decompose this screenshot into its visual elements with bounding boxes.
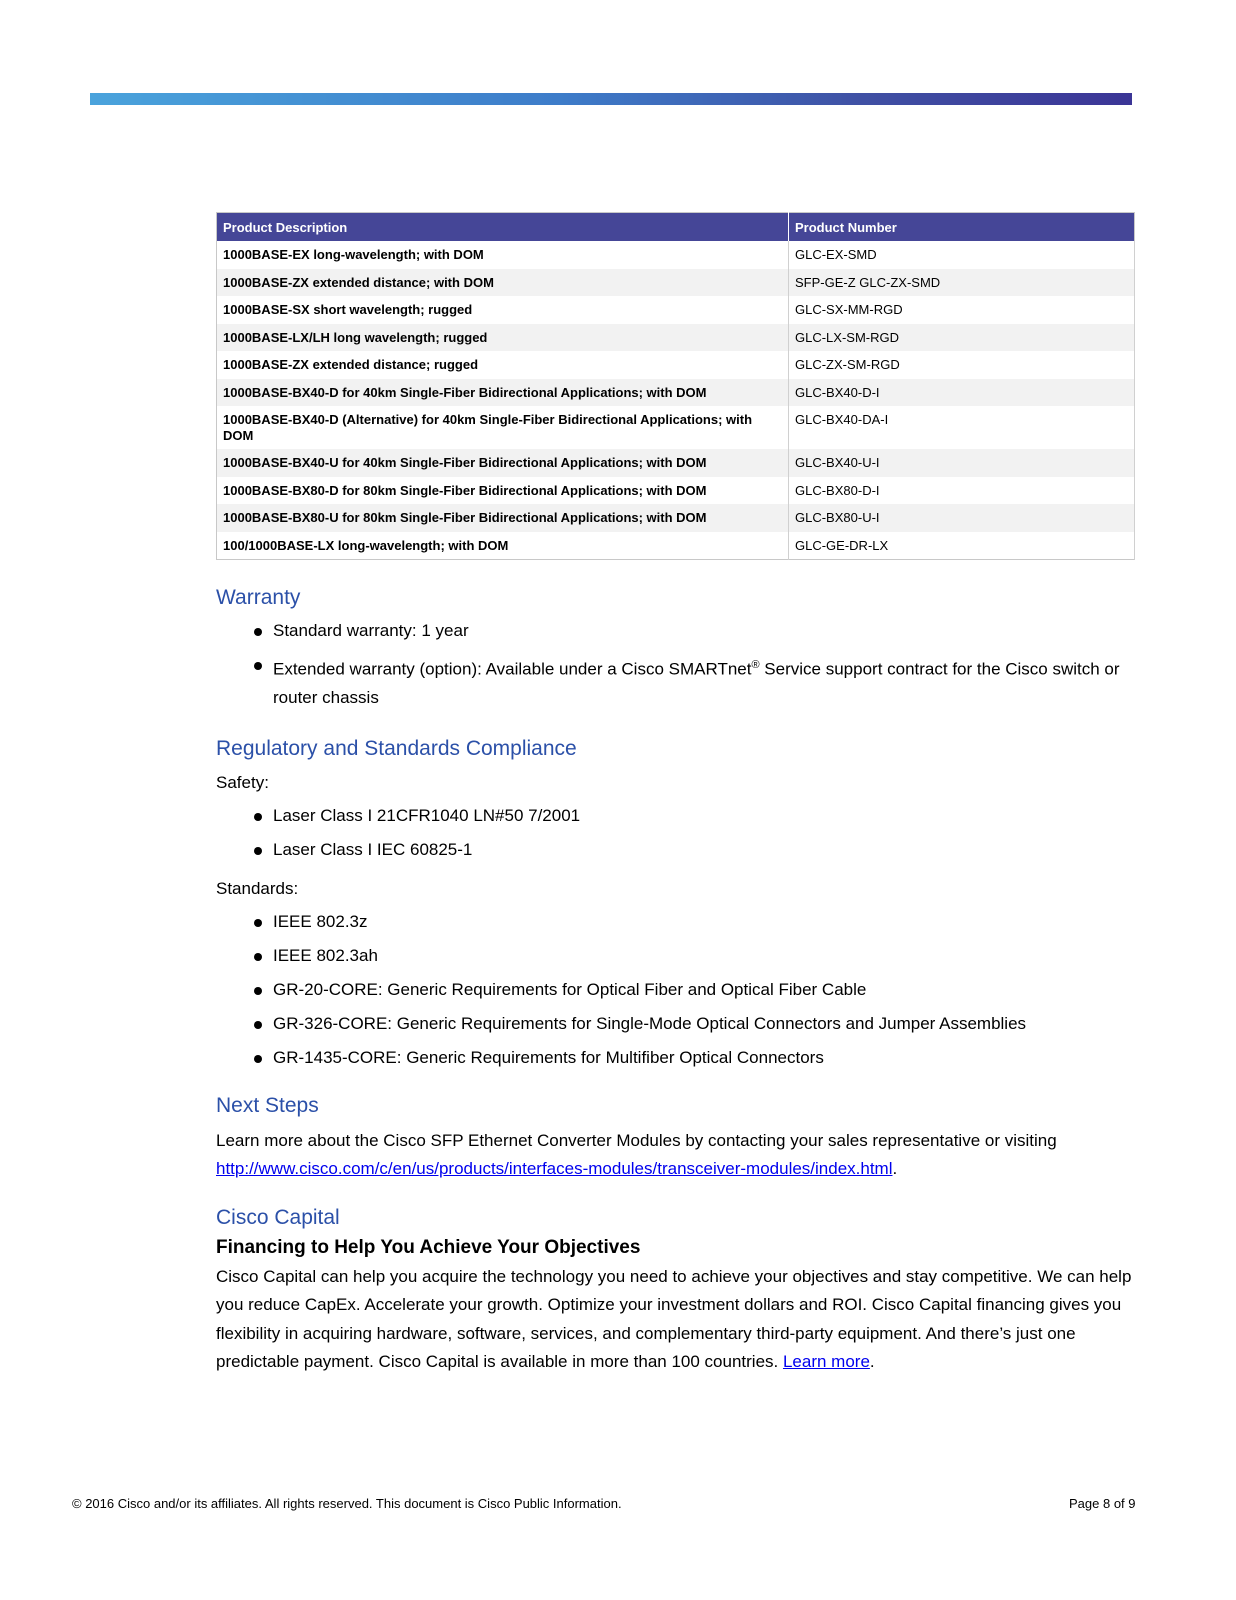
product-number: GLC-BX40-DA-I [789,406,1135,449]
bullet-icon [254,662,262,670]
safety-list [216,802,1134,864]
product-description: 100/1000BASE-LX long-wavelength; with DOM [217,532,789,560]
product-description: 1000BASE-BX40-D (Alternative) for 40km Single-Fiber Bidirectional Applications; with DOM [217,406,789,449]
bullet-icon [254,919,262,927]
standards-list [216,908,1134,1072]
list-item-text: GR-326-CORE: Generic Requirements for Single-Mode Optical Connectors and Jumper Assemblies [273,1013,1027,1033]
product-number: GLC-BX80-D-I [789,477,1135,505]
next-steps-text: Learn more about the Cisco SFP Ethernet Converter Modules by contacting your sales representative or visiting [216,1130,1057,1150]
table-row [217,241,1135,269]
next-steps-paragraph [216,1127,1134,1184]
table-row [217,351,1135,379]
footer-page-number: Page 8 of 9 [1069,1496,1136,1511]
bullet-icon [254,1021,262,1029]
product-description: 1000BASE-LX/LH long wavelength; rugged [217,324,789,352]
bullet-icon [254,1055,262,1063]
standards-label: Standards: [216,878,299,898]
table-row [217,296,1135,324]
cisco-capital-heading: Cisco Capital [216,1205,340,1229]
list-item-text: GR-1435-CORE: Generic Requirements for Multifiber Optical Connectors [273,1047,824,1067]
table-row [217,532,1135,560]
list-item [216,908,1134,936]
product-description: 1000BASE-BX80-U for 80km Single-Fiber Bidirectional Applications; with DOM [217,504,789,532]
registered-mark: ® [751,659,760,671]
product-number: GLC-SX-MM-RGD [789,296,1135,324]
table-row [217,477,1135,505]
column-header-description: Product Description [217,213,789,242]
list-item-text: Standard warranty: 1 year [273,621,469,640]
financing-subheading: Financing to Help You Achieve Your Objectives [216,1236,641,1258]
next-steps-heading: Next Steps [216,1093,319,1117]
product-description: 1000BASE-BX40-U for 40km Single-Fiber Bidirectional Applications; with DOM [217,449,789,477]
list-item [216,651,1134,712]
list-item-text: Extended warranty (option): Available under a Cisco SMARTnet [273,659,752,679]
table-row [217,449,1135,477]
list-item [216,802,1134,830]
table-row [217,379,1135,407]
bullet-icon [254,953,262,961]
header-gradient-bar [90,93,1132,105]
column-header-number: Product Number [789,213,1135,242]
list-item [216,1010,1134,1038]
cisco-capital-paragraph [216,1263,1134,1377]
product-number: GLC-LX-SM-RGD [789,324,1135,352]
table-row [217,406,1135,449]
list-item-text: Service support contract for the Cisco switch or router chassis [273,659,1120,707]
regulatory-heading: Regulatory and Standards Compliance [216,736,577,760]
learn-more-link[interactable]: Learn more [782,1352,870,1372]
period: . [892,1159,898,1179]
product-number: GLC-ZX-SM-RGD [789,351,1135,379]
bullet-icon [254,987,262,995]
period: . [869,1352,875,1372]
table-row [217,269,1135,297]
product-description: 1000BASE-ZX extended distance; rugged [217,351,789,379]
warranty-list [216,617,1134,712]
transceiver-modules-link[interactable]: http://www.cisco.com/c/en/us/products/interfaces-modules/transceiver-modules/index.html [216,1159,893,1179]
bullet-icon [254,847,262,855]
page-content [216,212,1134,1377]
safety-label: Safety: [216,772,269,792]
product-description: 1000BASE-BX80-D for 80km Single-Fiber Bidirectional Applications; with DOM [217,477,789,505]
product-number: GLC-BX40-D-I [789,379,1135,407]
warranty-heading: Warranty [216,586,301,609]
list-item-text: IEEE 802.3z [273,911,368,931]
product-table [216,212,1135,560]
list-item-text: Laser Class I IEC 60825-1 [273,839,473,859]
list-item [216,617,1134,645]
list-item-text: IEEE 802.3ah [273,945,378,965]
list-item-text: GR-20-CORE: Generic Requirements for Optical Fiber and Optical Fiber Cable [273,979,867,999]
product-description: 1000BASE-ZX extended distance; with DOM [217,269,789,297]
list-item-text: Laser Class I 21CFR1040 LN#50 7/2001 [273,805,581,825]
cisco-capital-text: Cisco Capital can help you acquire the technology you need to achieve your objectives and stay competitive. We can help you reduce CapEx. Accelerate your growth. Optimize your investment dollars and ROI. Cisco Capital financing gives you flexibility in acquiring hardware, software, services, and complementary third-party equipment. And there’s just one predictable payment. Cisco Capital is available in more than 100 countries. [216,1266,1132,1372]
bullet-icon [254,628,262,636]
table-row [217,324,1135,352]
product-description: 1000BASE-EX long-wavelength; with DOM [217,241,789,269]
product-number: SFP-GE-Z GLC-ZX-SMD [789,269,1135,297]
product-number: GLC-BX80-U-I [789,504,1135,532]
product-number: GLC-EX-SMD [789,241,1135,269]
product-number: GLC-BX40-U-I [789,449,1135,477]
list-item [216,942,1134,970]
list-item [216,976,1134,1004]
table-header-row [217,213,1135,242]
product-description: 1000BASE-BX40-D for 40km Single-Fiber Bidirectional Applications; with DOM [217,379,789,407]
list-item [216,836,1134,864]
list-item [216,1044,1134,1072]
bullet-icon [254,813,262,821]
product-description: 1000BASE-SX short wavelength; rugged [217,296,789,324]
footer-copyright: © 2016 Cisco and/or its affiliates. All rights reserved. This document is Cisco Public Information. [72,1496,622,1511]
table-row [217,504,1135,532]
product-number: GLC-GE-DR-LX [789,532,1135,560]
